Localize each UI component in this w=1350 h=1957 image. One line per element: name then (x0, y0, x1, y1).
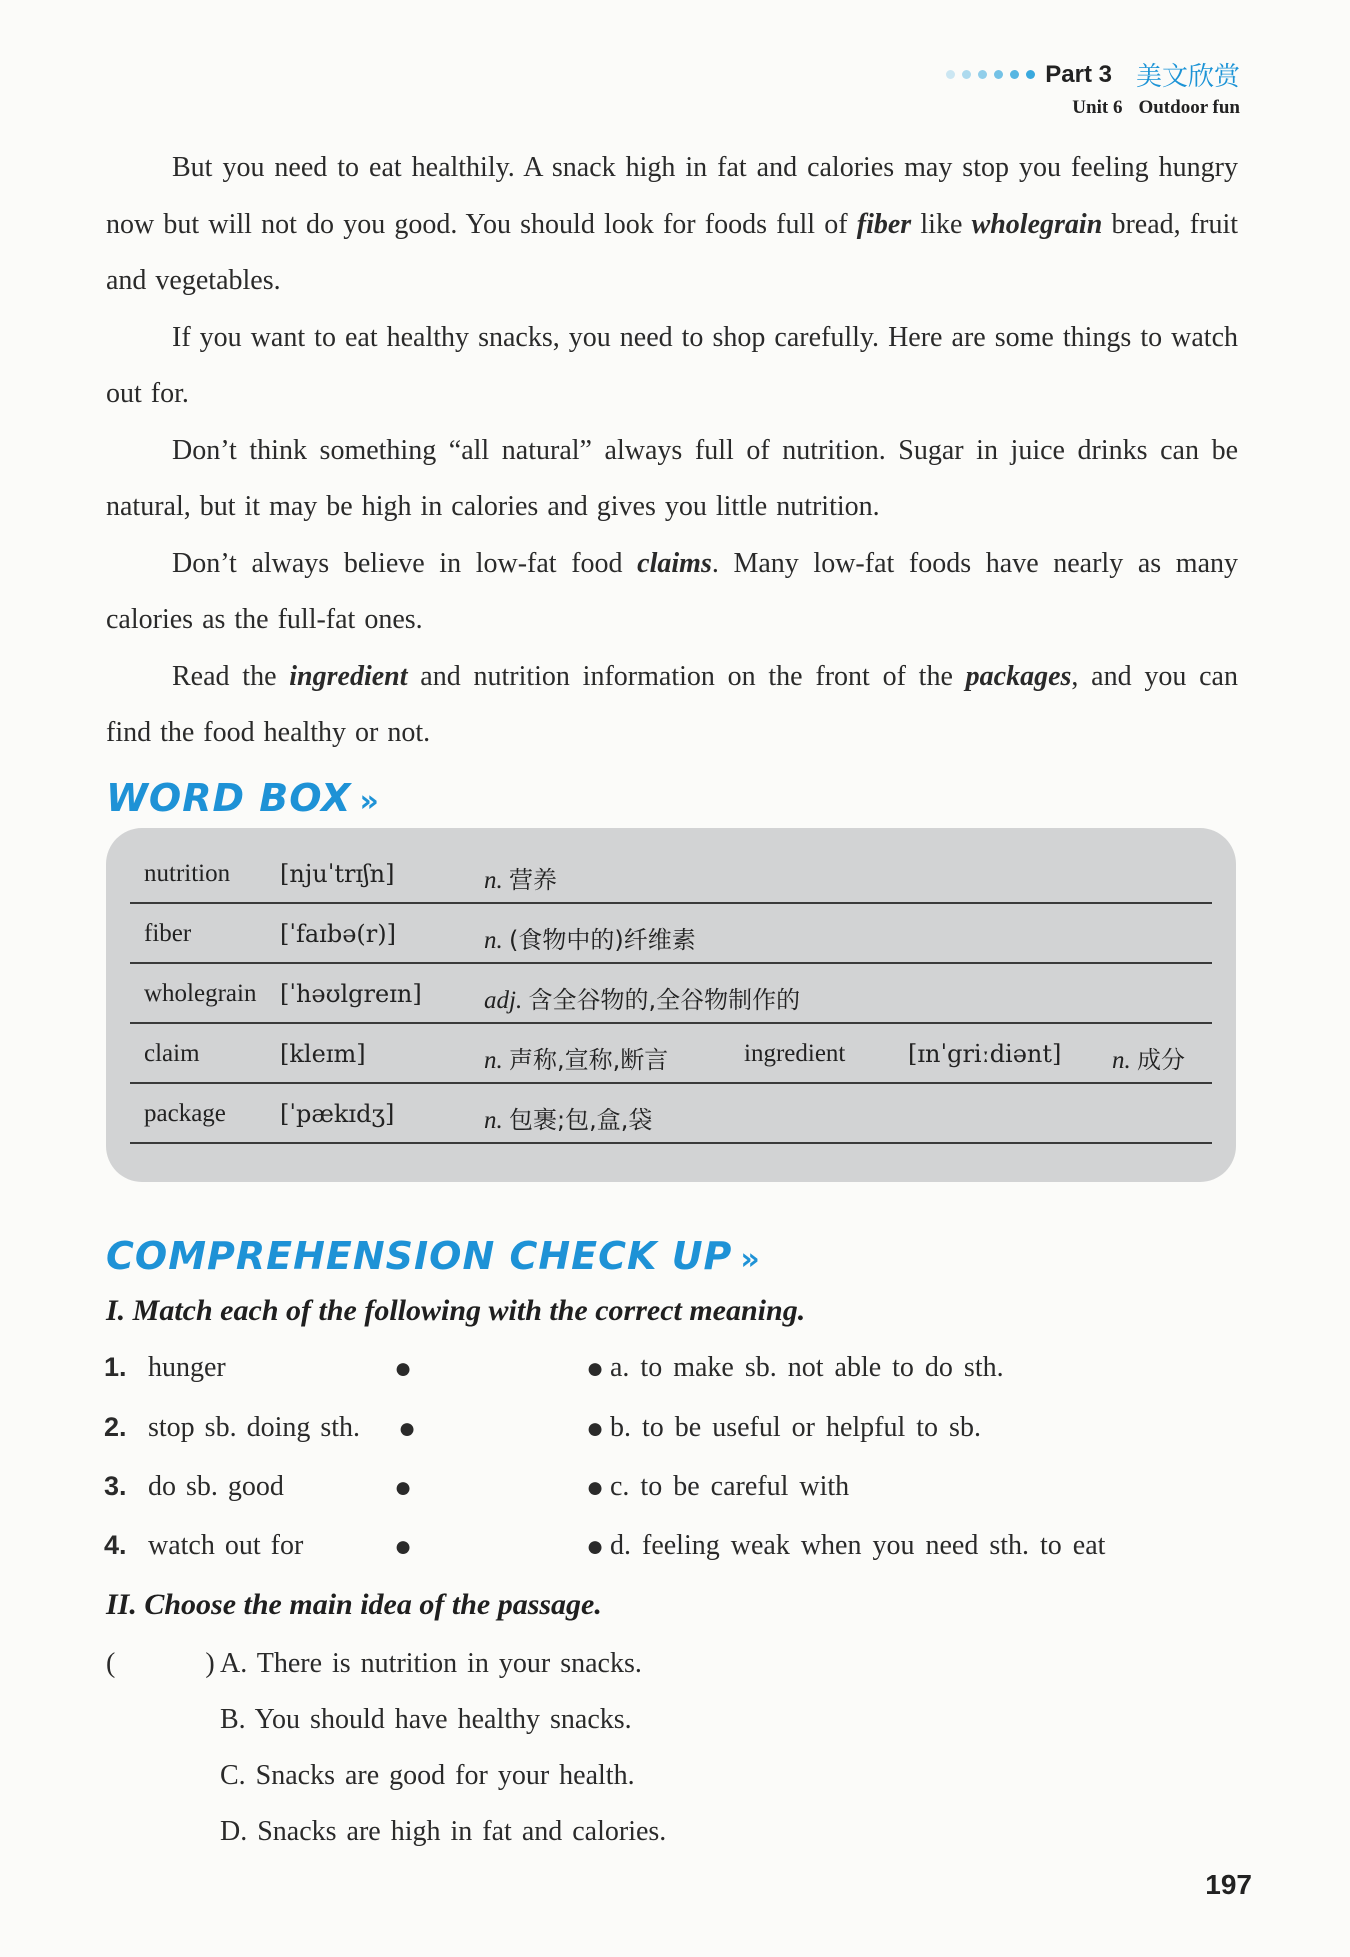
match-item: 3. do sb. good ● ● c. to be careful with (104, 1471, 850, 1504)
keyword: claims (637, 547, 712, 579)
match-item: 1. hunger ● ● a. to make sb. not able to do sth. (104, 1352, 1004, 1385)
match-dot[interactable]: ● (586, 1412, 605, 1445)
header-dots-decoration (946, 70, 1035, 79)
comprehension-title: COMPREHENSION CHECK UP » (106, 1234, 761, 1278)
part1-heading: I. Match each of the following with the correct meaning. (106, 1294, 806, 1327)
double-chevron-icon: » (740, 1242, 761, 1277)
passage-text: , and you can find the food healthy or not. (106, 660, 1238, 748)
passage-text: and nutrition information on the front of the (407, 660, 966, 692)
passage-paragraph (106, 140, 1238, 310)
passage-text: Read the (172, 660, 290, 692)
option-a[interactable]: A. There is nutrition in your snacks. (220, 1648, 642, 1679)
word-row: nutrition [njuˈtrɪʃn] n. 营养 (130, 842, 1212, 904)
passage-paragraph (106, 310, 1238, 423)
match-item: 2. stop sb. doing sth. ● ● b. to be useful or helpful to sb. (104, 1412, 981, 1445)
reading-passage (106, 140, 1238, 762)
word-row: fiber [ˈfaɪbə(r)] n. (食物中的)纤维素 (130, 902, 1212, 964)
passage-text: bread, fruit and vegetables. (106, 208, 1239, 296)
word-row: package [ˈpækɪdʒ] n. 包裹;包,盒,袋 (130, 1082, 1212, 1144)
match-dot[interactable]: ● (394, 1352, 413, 1385)
keyword: fiber (856, 208, 912, 240)
option-d[interactable]: D. Snacks are high in fat and calories. (220, 1816, 667, 1847)
passage-text: Don’t think something “all natural” always full of nutrition. Sugar in juice drinks can be natural, but it may be high in calories and gives you little nutrition. (106, 434, 1238, 522)
option-b[interactable]: B. You should have healthy snacks. (220, 1704, 632, 1735)
page-number: 197 (1205, 1869, 1252, 1900)
part-chinese-title: 美文欣赏 (1135, 62, 1240, 92)
match-dot[interactable]: ● (394, 1471, 413, 1504)
keyword: packages (965, 660, 1072, 692)
passage-paragraph (106, 649, 1238, 762)
match-dot[interactable]: ● (586, 1530, 605, 1563)
unit-title: Outdoor fun (1138, 97, 1240, 118)
keyword: ingredient (289, 660, 408, 692)
answer-blank[interactable]: ( ) (106, 1648, 215, 1679)
word-row: wholegrain [ˈhəʊlgreɪn] adj. 含全谷物的,全谷物制作的 (130, 962, 1212, 1024)
match-dot[interactable]: ● (586, 1352, 605, 1385)
passage-text: . Many low-fat foods have nearly as many calories as the full-fat ones. (106, 547, 1239, 635)
option-c[interactable]: C. Snacks are good for your health. (220, 1760, 635, 1791)
part-label: Part 3 (1045, 60, 1112, 88)
passage-paragraph (106, 536, 1238, 649)
keyword: wholegrain (971, 208, 1103, 240)
match-item: 4. watch out for ● ● d. feeling weak when you need sth. to eat (104, 1530, 1106, 1563)
match-dot[interactable]: ● (394, 1530, 413, 1563)
passage-paragraph (106, 423, 1238, 536)
passage-text: But you need to eat healthily. A snack high in fat and calories may stop you feeling hungry now but will not do you good. You should look for foods full of (106, 152, 1238, 240)
passage-text: like (911, 208, 972, 240)
word-box (106, 828, 1236, 1182)
passage-text: Don’t always believe in low-fat food (172, 547, 638, 579)
match-dot[interactable]: ● (398, 1412, 417, 1445)
unit-label: Unit 6 Outdoor fun (1072, 97, 1240, 118)
word-row: claim [kleɪm] n. 声称,宣称,断言 ingredient [ɪnˈgriːdiənt] n. 成分 (130, 1022, 1212, 1084)
running-header (946, 56, 1240, 119)
match-dot[interactable]: ● (586, 1471, 605, 1504)
double-chevron-icon: » (359, 784, 380, 819)
word-box-title: WORD BOX » (106, 776, 380, 820)
part2-heading: II. Choose the main idea of the passage. (106, 1588, 602, 1621)
passage-text: If you want to eat healthy snacks, you need to shop carefully. Here are some things to watch out for. (106, 321, 1238, 409)
